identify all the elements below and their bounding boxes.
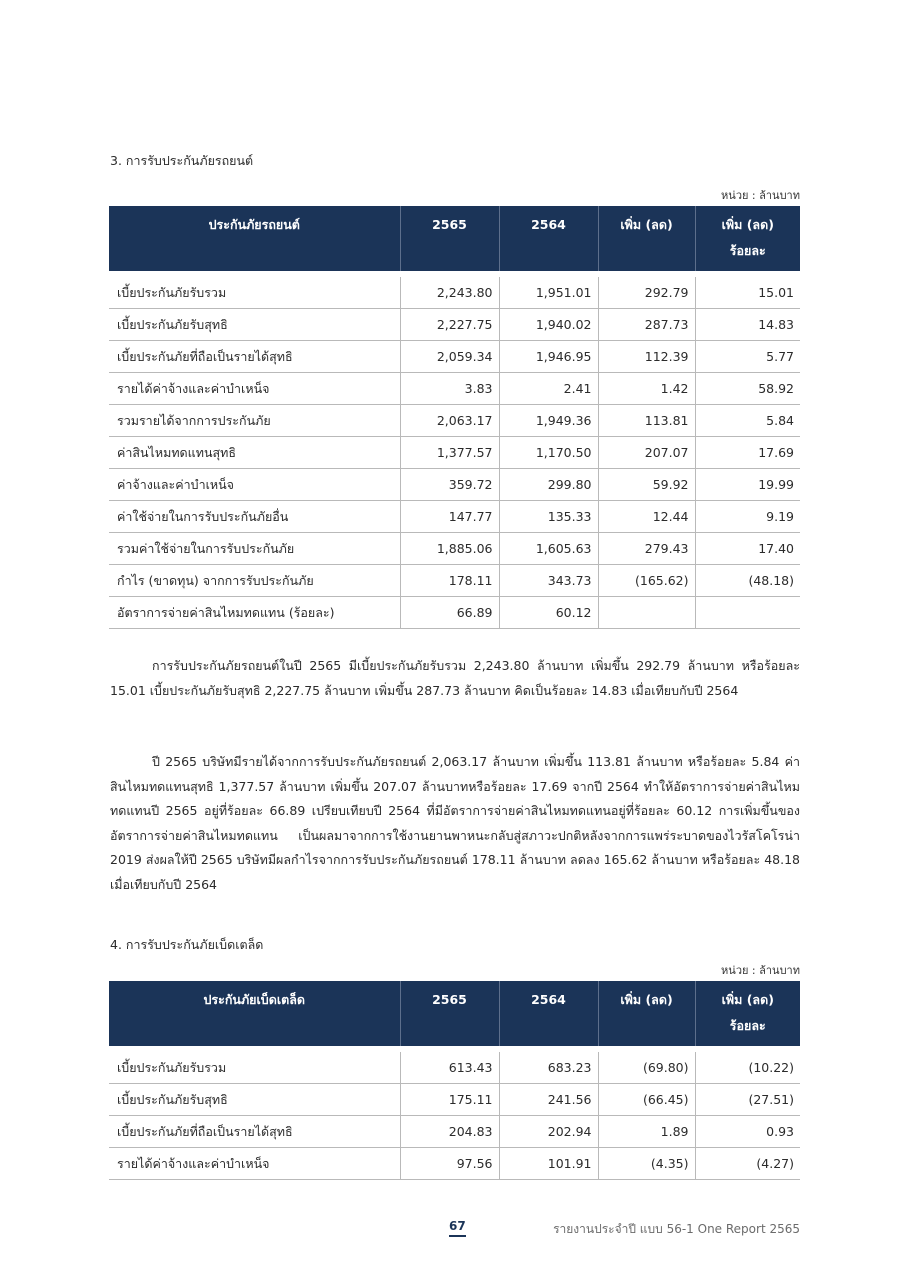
value-2564: 1,940.02 bbox=[499, 309, 598, 341]
table-row bbox=[109, 341, 800, 373]
value-change: 113.81 bbox=[598, 405, 695, 437]
value-change-percent: 9.19 bbox=[695, 501, 800, 533]
table-row bbox=[109, 373, 800, 405]
table-row bbox=[109, 1148, 800, 1180]
table-row bbox=[109, 565, 800, 597]
row-label: รายได้ค่าจ้างและค่าบำเหน็จ bbox=[109, 1148, 400, 1180]
value-change: (165.62) bbox=[598, 565, 695, 597]
value-change-percent: 5.77 bbox=[695, 341, 800, 373]
value-change-percent: 19.99 bbox=[695, 469, 800, 501]
value-2564: 1,170.50 bbox=[499, 437, 598, 469]
table-header-row bbox=[109, 981, 800, 1049]
table-row bbox=[109, 274, 800, 309]
header-change-percent bbox=[695, 206, 800, 274]
value-change-percent bbox=[695, 597, 800, 629]
value-2564: 101.91 bbox=[499, 1148, 598, 1180]
value-change-percent: 17.69 bbox=[695, 437, 800, 469]
section-4-title: 4. การรับประกันภัยเบ็ดเตล็ด bbox=[110, 937, 264, 952]
row-label: เบี้ยประกันภัยรับสุทธิ bbox=[109, 1084, 400, 1116]
header-2565: 2565 bbox=[400, 981, 499, 1049]
value-change: 12.44 bbox=[598, 501, 695, 533]
table-header-row bbox=[109, 206, 800, 274]
report-title: รายงานประจำปี แบบ 56-1 One Report 2565 bbox=[553, 1222, 800, 1236]
value-2564: 202.94 bbox=[499, 1116, 598, 1148]
value-2565: 66.89 bbox=[400, 597, 499, 629]
header-change-percent-line2: ร้อยละ bbox=[729, 1018, 766, 1033]
value-2565: 2,243.80 bbox=[400, 274, 499, 309]
header-2564: 2564 bbox=[499, 206, 598, 274]
row-label: เบี้ยประกันภัยที่ถือเป็นรายได้สุทธิ bbox=[109, 1116, 400, 1148]
table-row bbox=[109, 437, 800, 469]
row-label: ค่าจ้างและค่าบำเหน็จ bbox=[109, 469, 400, 501]
value-2565: 1,885.06 bbox=[400, 533, 499, 565]
value-2565: 2,227.75 bbox=[400, 309, 499, 341]
motor-insurance-table bbox=[109, 206, 800, 629]
value-2564: 60.12 bbox=[499, 597, 598, 629]
value-change: 292.79 bbox=[598, 274, 695, 309]
value-change: 279.43 bbox=[598, 533, 695, 565]
value-2564: 1,946.95 bbox=[499, 341, 598, 373]
table-row bbox=[109, 309, 800, 341]
row-label: ค่าสินไหมทดแทนสุทธิ bbox=[109, 437, 400, 469]
row-label: เบี้ยประกันภัยรับรวม bbox=[109, 1049, 400, 1084]
value-2564: 1,605.63 bbox=[499, 533, 598, 565]
value-change-percent: 15.01 bbox=[695, 274, 800, 309]
misc-insurance-table bbox=[109, 981, 800, 1180]
header-category: ประกันภัยรถยนต์ bbox=[109, 206, 400, 274]
value-2564: 683.23 bbox=[499, 1049, 598, 1084]
table-row bbox=[109, 469, 800, 501]
value-2564: 1,949.36 bbox=[499, 405, 598, 437]
value-2565: 97.56 bbox=[400, 1148, 499, 1180]
value-2565: 175.11 bbox=[400, 1084, 499, 1116]
value-change: (69.80) bbox=[598, 1049, 695, 1084]
value-change: 207.07 bbox=[598, 437, 695, 469]
table-row bbox=[109, 1049, 800, 1084]
value-change-percent: (27.51) bbox=[695, 1084, 800, 1116]
row-label: รายได้ค่าจ้างและค่าบำเหน็จ bbox=[109, 373, 400, 405]
row-label: เบี้ยประกันภัยรับรวม bbox=[109, 274, 400, 309]
row-label: ค่าใช้จ่ายในการรับประกันภัยอื่น bbox=[109, 501, 400, 533]
value-change: 1.42 bbox=[598, 373, 695, 405]
row-label: อัตราการจ่ายค่าสินไหมทดแทน (ร้อยละ) bbox=[109, 597, 400, 629]
table-row bbox=[109, 501, 800, 533]
row-label: รวมค่าใช้จ่ายในการรับประกันภัย bbox=[109, 533, 400, 565]
header-change: เพิ่ม (ลด) bbox=[598, 206, 695, 274]
section-3-title: 3. การรับประกันภัยรถยนต์ bbox=[110, 153, 254, 168]
value-change: 1.89 bbox=[598, 1116, 695, 1148]
page-number: 67 bbox=[449, 1219, 466, 1237]
value-2565: 3.83 bbox=[400, 373, 499, 405]
value-change: (66.45) bbox=[598, 1084, 695, 1116]
row-label: กำไร (ขาดทุน) จากการรับประกันภัย bbox=[109, 565, 400, 597]
header-category: ประกันภัยเบ็ดเตล็ด bbox=[109, 981, 400, 1049]
value-2565: 147.77 bbox=[400, 501, 499, 533]
value-2565: 178.11 bbox=[400, 565, 499, 597]
table-row bbox=[109, 1116, 800, 1148]
value-change: 287.73 bbox=[598, 309, 695, 341]
header-change-percent-line1: เพิ่ม (ลด) bbox=[721, 217, 774, 232]
value-2564: 2.41 bbox=[499, 373, 598, 405]
value-2565: 2,063.17 bbox=[400, 405, 499, 437]
value-2565: 359.72 bbox=[400, 469, 499, 501]
value-2564: 1,951.01 bbox=[499, 274, 598, 309]
table-row bbox=[109, 1084, 800, 1116]
value-change-percent: (10.22) bbox=[695, 1049, 800, 1084]
header-change-percent bbox=[695, 981, 800, 1049]
value-2564: 343.73 bbox=[499, 565, 598, 597]
row-label: รวมรายได้จากการประกันภัย bbox=[109, 405, 400, 437]
value-change-percent: 14.83 bbox=[695, 309, 800, 341]
table-row bbox=[109, 597, 800, 629]
section-4-unit: หน่วย : ล้านบาท bbox=[721, 964, 800, 977]
value-change: (4.35) bbox=[598, 1148, 695, 1180]
paragraph-motor-income bbox=[110, 750, 800, 897]
value-change-percent: (48.18) bbox=[695, 565, 800, 597]
value-change-percent: (4.27) bbox=[695, 1148, 800, 1180]
value-change-percent: 0.93 bbox=[695, 1116, 800, 1148]
value-2564: 299.80 bbox=[499, 469, 598, 501]
value-2565: 204.83 bbox=[400, 1116, 499, 1148]
paragraph-text: ปี 2565 บริษัทมีรายได้จากการรับประกันภัยรถยนต์ 2,063.17 ล้านบาท เพิ่มขึ้น 113.81 ล้านบาท หรือร้อยละ 5.84 ค่าสินไหมทดแทนสุทธิ 1,377.57 ล้านบาท เพิ่มขึ้น 207.07 ล้านบาทหรือร้อยละ 17.69 จากปี 2564 ทำให้อัตราการจ่ายค่าสินไหมทดแทนปี 2565 อยู่ที่ร้อยละ 66.89 เปรียบเทียบปี 2564 ที่มีอัตราการจ่ายค่าสินไหมทดแทนอยู่ที่ร้อยละ 60.12 การเพิ่มขึ้นของอัตราการจ่ายค่าสินไหมทดแทน เป็นผลมาจากการใช้งานยานพาหนะกลับสู่สภาวะปกติหลังจากการแพร่ระบาดของไวรัสโคโรน่า 2019 ส่งผลให้ปี 2565 บริษัทมีผลกำไรจากการรับประกันภัยรถยนต์ 178.11 ล้านบาท ลดลง 165.62 ล้านบาท หรือร้อยละ 48.18 เมื่อเทียบกับปี 2564 bbox=[110, 754, 800, 892]
header-change-percent-line2: ร้อยละ bbox=[729, 243, 766, 258]
header-change: เพิ่ม (ลด) bbox=[598, 981, 695, 1049]
value-change bbox=[598, 597, 695, 629]
value-2565: 2,059.34 bbox=[400, 341, 499, 373]
value-change-percent: 5.84 bbox=[695, 405, 800, 437]
header-2564: 2564 bbox=[499, 981, 598, 1049]
table-row bbox=[109, 405, 800, 437]
section-3-unit: หน่วย : ล้านบาท bbox=[721, 189, 800, 202]
header-2565: 2565 bbox=[400, 206, 499, 274]
row-label: เบี้ยประกันภัยที่ถือเป็นรายได้สุทธิ bbox=[109, 341, 400, 373]
row-label: เบี้ยประกันภัยรับสุทธิ bbox=[109, 309, 400, 341]
table-row bbox=[109, 533, 800, 565]
value-2565: 613.43 bbox=[400, 1049, 499, 1084]
value-change: 112.39 bbox=[598, 341, 695, 373]
paragraph-motor-premium bbox=[110, 654, 800, 703]
header-change-percent-line1: เพิ่ม (ลด) bbox=[721, 992, 774, 1007]
value-change: 59.92 bbox=[598, 469, 695, 501]
value-change-percent: 17.40 bbox=[695, 533, 800, 565]
paragraph-text: การรับประกันภัยรถยนต์ในปี 2565 มีเบี้ยประกันภัยรับรวม 2,243.80 ล้านบาท เพิ่มขึ้น 292.79 ล้านบาท หรือร้อยละ 15.01 เบี้ยประกันภัยรับสุทธิ 2,227.75 ล้านบาท เพิ่มขึ้น 287.73 ล้านบาท คิดเป็นร้อยละ 14.83 เมื่อเทียบกับปี 2564 bbox=[110, 658, 800, 698]
value-2565: 1,377.57 bbox=[400, 437, 499, 469]
value-change-percent: 58.92 bbox=[695, 373, 800, 405]
value-2564: 135.33 bbox=[499, 501, 598, 533]
value-2564: 241.56 bbox=[499, 1084, 598, 1116]
